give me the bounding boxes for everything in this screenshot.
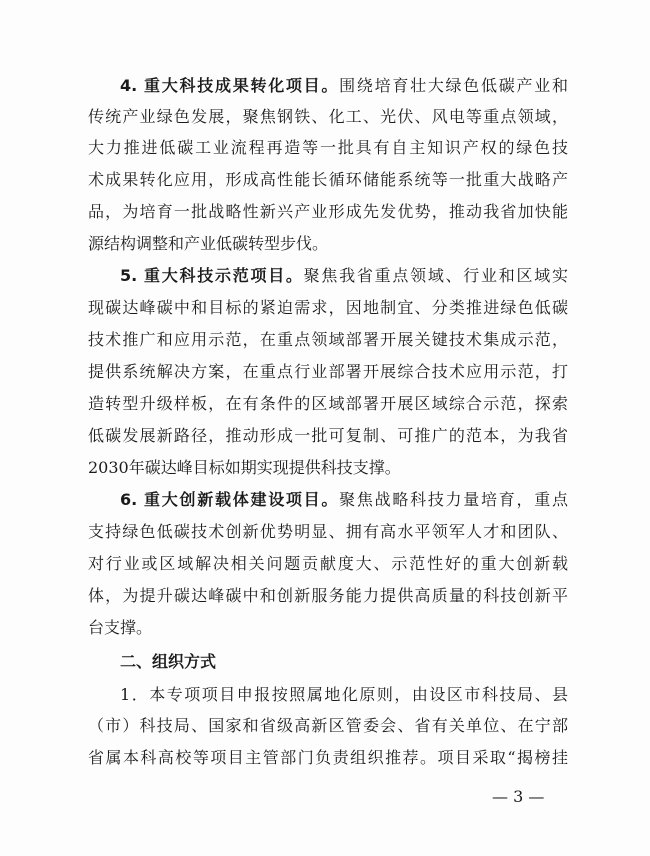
paragraph-line: 品，为培育一批战略性新兴产业形成先发优势，推动我省加快能: [88, 202, 568, 221]
paragraph-line: 低碳发展新路径，推动形成一批可复制、可推广的范本，为我省: [88, 426, 568, 445]
section-4-title: 重大科技成果转化项目。: [144, 76, 340, 95]
section-4-number: 4.: [120, 76, 138, 95]
section-6-first-line: [120, 490, 568, 512]
section-5-first-line: [120, 266, 568, 288]
paragraph-line: 传统产业绿色发展，聚焦钢铁、化工、光伏、风电等重点领域，: [88, 107, 568, 126]
paragraph-line: 台支撑。: [88, 618, 153, 637]
section-6-text: 聚焦战略科技力量培育，重点: [339, 490, 568, 509]
paragraph-line: 省属本科高校等项目主管部门负责组织推荐。项目采取“揭榜挂: [88, 748, 568, 767]
section-4-first-line: [120, 76, 568, 98]
paragraph-line: （市）科技局、国家和省级高新区管委会、省有关单位、在宁部: [88, 716, 568, 735]
paragraph-line: 源结构调整和产业低碳转型步伐。: [88, 234, 329, 253]
section-4-text: 围绕培育壮大绿色低碳产业和: [339, 76, 568, 95]
paragraph-line: 大力推进低碳工业流程再造等一批具有自主知识产权的绿色技: [88, 138, 568, 157]
section-5-text: 聚焦我省重点领域、行业和区域实: [303, 266, 568, 285]
section-5-title: 重大科技示范项目。: [144, 266, 304, 285]
paragraph-line: 2030年碳达峰目标如期实现提供科技支撑。: [88, 458, 401, 477]
section-5-number: 5.: [120, 266, 138, 285]
paragraph-line: 1．本专项项目申报按照属地化原则，由设区市科技局、县: [120, 685, 568, 704]
paragraph-line: 术成果转化应用，形成高性能长循环储能系统等一批重大战略产: [88, 170, 568, 189]
paragraph-line: 造转型升级样板，在有条件的区域部署开展区域综合示范，探索: [88, 394, 568, 413]
section-heading: 二、组织方式: [120, 652, 217, 671]
page-number: — 3 —: [492, 787, 545, 806]
paragraph-line: 支持绿色低碳技术创新优势明显、拥有高水平领军人才和团队、: [88, 522, 568, 541]
paragraph-line: 现碳达峰碳中和目标的紧迫需求，因地制宜、分类推进绿色低碳: [88, 298, 568, 317]
paragraph-line: 对行业或区域解决相关问题贡献度大、示范性好的重大创新载: [88, 554, 568, 573]
paragraph-line: 体，为提升碳达峰碳中和创新服务能力提供高质量的科技创新平: [88, 586, 568, 605]
section-6-number: 6.: [120, 490, 138, 509]
paragraph-line: 技术推广和应用示范，在重点领域部署开展关键技术集成示范，: [88, 330, 568, 349]
section-6-title: 重大创新载体建设项目。: [144, 490, 340, 509]
paragraph-line: 提供系统解决方案，在重点行业部署开展综合技术应用示范，打: [88, 362, 568, 381]
